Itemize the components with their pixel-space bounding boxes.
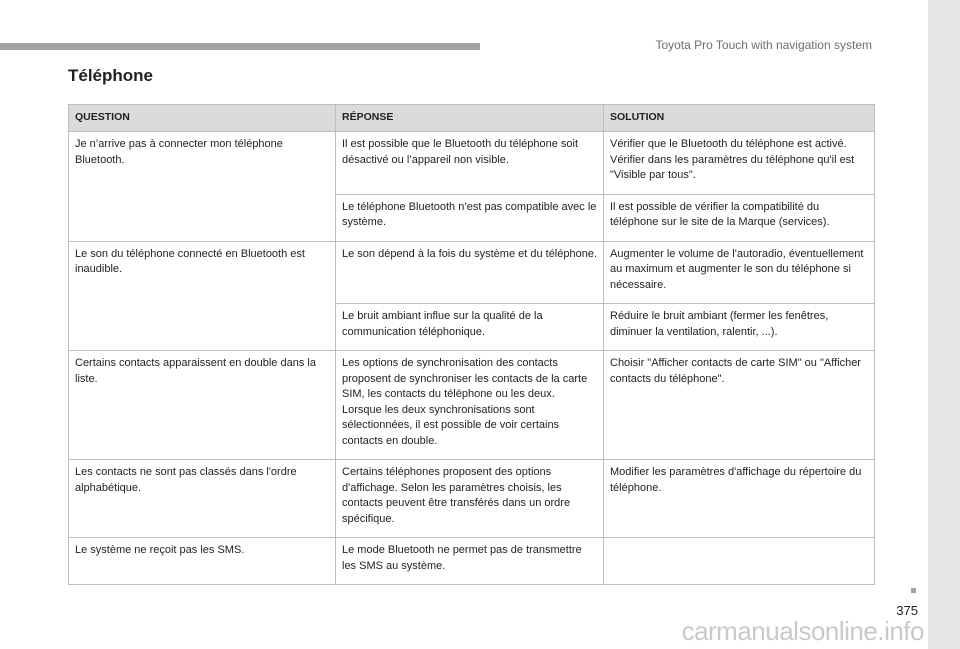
header-bar [0,43,480,50]
reponse-cell: Le téléphone Bluetooth n’est pas compatible avec le système. [336,194,604,241]
table-row [69,241,875,304]
reponse-cell: Certains téléphones proposent des options d'affichage. Selon les paramètres choisis, les contacts peuvent être transférés dans un ordre spécifique. [336,460,604,538]
header-reponse: RÉPONSE [336,105,604,132]
question-cell: Les contacts ne sont pas classés dans l'ordre alphabétique. [69,460,336,538]
solution-cell: Vérifier que le Bluetooth du téléphone est activé. Vérifier dans les paramètres du téléphone qu'il est "Visible par tous". [604,132,875,195]
troubleshooting-table [68,104,875,585]
section-title: Téléphone [68,66,154,85]
page-number: 375 [896,603,918,618]
watermark: carmanualsonline.info [681,616,924,646]
solution-cell [604,538,875,585]
header-question: QUESTION [69,105,336,132]
table-row [69,538,875,585]
side-strip [928,0,960,649]
reponse-cell: Le son dépend à la fois du système et du téléphone. [336,241,604,304]
question-cell: Le son du téléphone connecté en Bluetooth est inaudible. [69,241,336,351]
manual-title: Toyota Pro Touch with navigation system [655,38,872,52]
question-cell: Je n’arrive pas à connecter mon téléphone Bluetooth. [69,132,336,242]
table-row [69,132,875,195]
table-header-row [69,105,875,132]
solution-cell: Choisir "Afficher contacts de carte SIM" ou "Afficher contacts du téléphone". [604,351,875,460]
solution-cell: Augmenter le volume de l'autoradio, éventuellement au maximum et augmenter le son du téléphone si nécessaire. [604,241,875,304]
reponse-cell: Les options de synchronisation des contacts proposent de synchroniser les contacts de la carte SIM, les contacts du téléphone ou les deux. Lorsque les deux synchronisations sont sélectionnées, il est possible de voir certains contacts en double. [336,351,604,460]
header-solution: SOLUTION [604,105,875,132]
reponse-cell: Le bruit ambiant influe sur la qualité de la communication téléphonique. [336,304,604,351]
question-cell: Le système ne reçoit pas les SMS. [69,538,336,585]
reponse-cell: Il est possible que le Bluetooth du téléphone soit désactivé ou l’appareil non visible. [336,132,604,195]
solution-cell: Il est possible de vérifier la compatibilité du téléphone sur le site de la Marque (services). [604,194,875,241]
page-marker [911,588,916,593]
table-row [69,460,875,538]
table-row [69,351,875,460]
reponse-cell: Le mode Bluetooth ne permet pas de transmettre les SMS au système. [336,538,604,585]
question-cell: Certains contacts apparaissent en double dans la liste. [69,351,336,460]
solution-cell: Modifier les paramètres d'affichage du répertoire du téléphone. [604,460,875,538]
solution-cell: Réduire le bruit ambiant (fermer les fenêtres, diminuer la ventilation, ralentir, ...). [604,304,875,351]
